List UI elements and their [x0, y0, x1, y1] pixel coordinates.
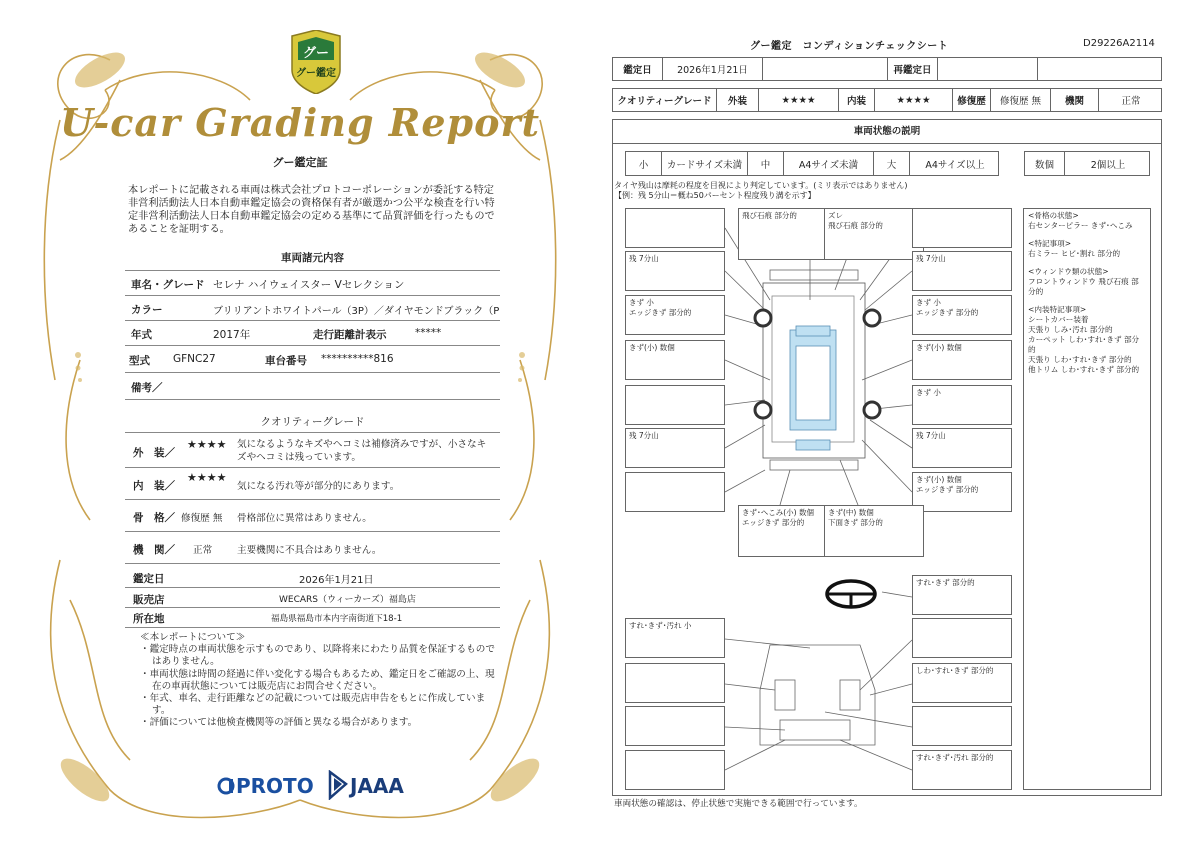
- size-large-desc: A4サイズ以上: [925, 159, 985, 171]
- note-body: 右センターピラー きず･へこみ: [1028, 221, 1133, 230]
- date-label: 鑑定日: [133, 573, 165, 585]
- address-value: 福島県福島市本内字南街道下18-1: [271, 614, 403, 624]
- jaaa-logo-text: JAAA: [350, 774, 404, 798]
- exterior-label: 外装: [717, 89, 759, 111]
- interior-stars: ★★★★: [875, 89, 953, 111]
- interior-label: 内装: [839, 89, 875, 111]
- specs-section-title: 車両諸元内容: [281, 252, 344, 264]
- condition-box: しわ･すれ･きず 部分的: [912, 663, 1012, 703]
- condition-box: すれ･きず･汚れ 部分的: [912, 750, 1012, 790]
- mileage-label: 走行距離計表示: [313, 329, 387, 341]
- type-label: 型式: [129, 355, 150, 367]
- jaaa-mark-icon: [328, 770, 348, 800]
- notes-title: ≪本レポートについて≫: [140, 632, 246, 643]
- condition-box: 残 7分山: [625, 428, 725, 468]
- condition-box: ズレ 飛び石痕 部分的: [824, 208, 924, 260]
- count-desc: 2個以上: [1090, 159, 1126, 171]
- tyre-note-line: 【例：残 5分山＝概ね50パーセント程度残り溝を示す】: [614, 191, 816, 200]
- size-large-label: 大: [874, 152, 910, 175]
- note-group: [1028, 267, 1146, 297]
- reinspect-label: 再鑑定日: [888, 58, 938, 80]
- spec-row-color: [125, 296, 500, 321]
- year-value: 2017年: [213, 329, 251, 341]
- size-small-desc: カードサイズ未満: [662, 152, 748, 175]
- condition-box: きず 小: [912, 385, 1012, 425]
- svg-text:グー: グー: [302, 46, 330, 61]
- steering-wheel-icon: [827, 581, 875, 607]
- condition-box: 残 7分山: [912, 428, 1012, 468]
- condition-box: [912, 706, 1012, 746]
- frame-label: 骨 格／: [133, 512, 175, 524]
- count-label: 数個: [1025, 152, 1065, 175]
- condition-box: きず(小) 数個 エッジきず 部分的: [912, 472, 1012, 512]
- condition-box: きず(小) 数個: [912, 340, 1012, 380]
- note-heading: <骨格の状態>: [1028, 211, 1079, 220]
- jaaa-logo: [328, 770, 404, 804]
- report-title: U-car Grading Report: [59, 100, 541, 145]
- model-label: 車名・グレード: [131, 279, 205, 291]
- dealer-value: WECARS（ウィーカーズ）福島店: [279, 595, 416, 605]
- quality-row-exterior: [125, 433, 500, 468]
- certificate-statement: 本レポートに記載される車両は株式会社プロトコーポレーションが委託する特定非営利活動法人日本自動車鑑定協会の資格保有者が厳選かつ公平な検査を行い特定非営利活動法人日本自動車鑑定協会の定める基準にて品質評価を行ったものであることを証明する。: [128, 185, 495, 235]
- frame-value: 修復歴 無: [181, 513, 223, 524]
- date-value: 2026年1月21日: [299, 575, 374, 586]
- condition-box: きず 小 エッジきず 部分的: [625, 295, 725, 335]
- report-notes: [140, 632, 495, 730]
- goo-kantei-badge-icon: [288, 30, 344, 94]
- note-item: ・年式、車名、走行距離などの記載については販売店申告をもとに作成しています。: [140, 693, 486, 717]
- size-mid-desc: A4サイズ未満: [784, 152, 874, 175]
- quality-label: クオリティーグレード: [613, 89, 717, 111]
- size-small-label: 小: [626, 152, 662, 175]
- model-value: セレナ ハイウェイスター Vセレクション: [213, 279, 405, 291]
- condition-box: きず(中) 数個 下面きず 部分的: [824, 505, 924, 557]
- note-heading: <内装特記事項>: [1028, 305, 1087, 314]
- condition-box: 残 7分山: [625, 251, 725, 291]
- condition-box: [625, 472, 725, 512]
- condition-box: きず･へこみ(小) 数個 エッジきず 部分的: [738, 505, 838, 557]
- spec-row-year: [125, 321, 500, 346]
- color-label: カラー: [131, 304, 163, 316]
- condition-box: すれ･きず 部分的: [912, 575, 1012, 615]
- note-heading: <ウィンドウ類の状態>: [1028, 267, 1109, 276]
- quality-row-engine: [125, 532, 500, 564]
- note-item: ・鑑定時点の車両状態を示すものであり、以降将来にわたり品質を保証するものではありません。: [140, 644, 495, 668]
- interior-note: 気になる汚れ等が部分的にあります。: [237, 481, 400, 492]
- engine-label: 機 関／: [133, 544, 175, 556]
- condition-box: すれ･きず･汚れ 小: [625, 618, 725, 658]
- engine-value: 正常: [193, 545, 213, 556]
- chassis-label: 車台番号: [265, 355, 307, 367]
- repair-value: 修復歴 無: [991, 89, 1051, 111]
- repair-label: 修復歴: [953, 89, 991, 111]
- mileage-value: *****: [415, 327, 442, 339]
- condition-check-sheet: [600, 0, 1200, 848]
- note-body: フロントウィンドウ 飛び石痕 部分的: [1028, 277, 1139, 296]
- note-item: ・車両状態は時間の経過に伴い変化する場合もあるため、鑑定日をご確認の上、現在の車両状態については販売店にお問合せください。: [140, 668, 495, 692]
- condition-box: [625, 208, 725, 248]
- size-mid-label: 中: [748, 152, 784, 175]
- spec-row-model: [125, 271, 500, 296]
- color-value: ブリリアントホワイトパール（3P）／ダイヤモンドブラック（P: [213, 306, 500, 317]
- exterior-stars: ★★★★: [187, 438, 227, 451]
- special-notes-column: [1023, 208, 1151, 790]
- exterior-note: 気になるようなキズやヘコミは補修済みですが、小さなキズやヘコミは残っています。: [237, 439, 487, 463]
- engine-note: 主要機関に不具合はありません。: [237, 545, 382, 556]
- exterior-stars: ★★★★: [759, 89, 839, 111]
- sheet-id: D29226A2114: [1083, 38, 1155, 49]
- spec-row-type: [125, 346, 500, 373]
- tyre-note-line: タイヤ残山は摩耗の程度を目視により判定しています。(ミリ表示ではありません): [614, 181, 908, 190]
- condition-box: [912, 618, 1012, 658]
- address-label: 所在地: [133, 613, 165, 625]
- condition-box: 残 7分山: [912, 251, 1012, 291]
- engine-value: 正常: [1121, 96, 1141, 107]
- svg-text:グー鑑定: グー鑑定: [296, 68, 336, 79]
- info-row-dealer: [125, 588, 500, 608]
- note-body: 右ミラー ヒビ･割れ 部分的: [1028, 249, 1121, 258]
- note-group: [1028, 239, 1146, 259]
- proto-logo: [216, 774, 314, 798]
- note-group: [1028, 305, 1146, 375]
- condition-box: きず 小 エッジきず 部分的: [912, 295, 1012, 335]
- date-value: 2026年1月21日: [663, 58, 763, 80]
- engine-label: 機関: [1051, 89, 1099, 111]
- note-body: シートカバー装着 天張り しみ･汚れ 部分的 カーペット しわ･すれ･きず 部分的 天張り しわ･すれ･きず 部分的 他トリム しわ･すれ･きず 部分的: [1028, 315, 1140, 374]
- chassis-value: **********816: [321, 353, 394, 365]
- year-label: 年式: [131, 329, 152, 341]
- remarks-label: 備考／: [131, 382, 163, 394]
- dealer-label: 販売店: [133, 594, 165, 606]
- note-group: [1028, 211, 1146, 231]
- note-heading: <特記事項>: [1028, 239, 1072, 248]
- condition-box: [625, 706, 725, 746]
- note-item: ・評価については他検査機関等の評価と異なる場合があります。: [140, 717, 418, 729]
- condition-box: きず(小) 数個: [625, 340, 725, 380]
- condition-box: [625, 385, 725, 425]
- quality-section-title: クオリティーグレード: [260, 416, 365, 428]
- info-row-address: [125, 608, 500, 628]
- footer-note: 車両状態の確認は、停止状態で実施できる範囲で行っています。: [614, 799, 863, 809]
- info-row-date: [125, 566, 500, 588]
- interior-stars: ★★★★: [187, 471, 227, 484]
- panel-title: 車両状態の説明: [613, 120, 1161, 144]
- certificate-title: グー鑑定証: [272, 156, 328, 169]
- quality-row-interior: [125, 468, 500, 500]
- quality-row-frame: [125, 500, 500, 532]
- exterior-label: 外 装／: [133, 447, 175, 459]
- proto-logo-text: PROTO: [236, 774, 314, 798]
- type-value: GFNC27: [173, 353, 216, 365]
- condition-box: [625, 750, 725, 790]
- sheet-title: グー鑑定 コンディションチェックシート: [750, 41, 949, 52]
- condition-box: 飛び石痕 部分的: [738, 208, 838, 260]
- interior-label: 内 装／: [133, 480, 175, 492]
- condition-box: [912, 208, 1012, 248]
- spec-row-remarks: [125, 373, 500, 400]
- date-label: 鑑定日: [613, 58, 663, 80]
- proto-mark-icon: [216, 776, 236, 796]
- frame-note: 骨格部位に異常はありません。: [237, 513, 372, 524]
- condition-box: [625, 663, 725, 703]
